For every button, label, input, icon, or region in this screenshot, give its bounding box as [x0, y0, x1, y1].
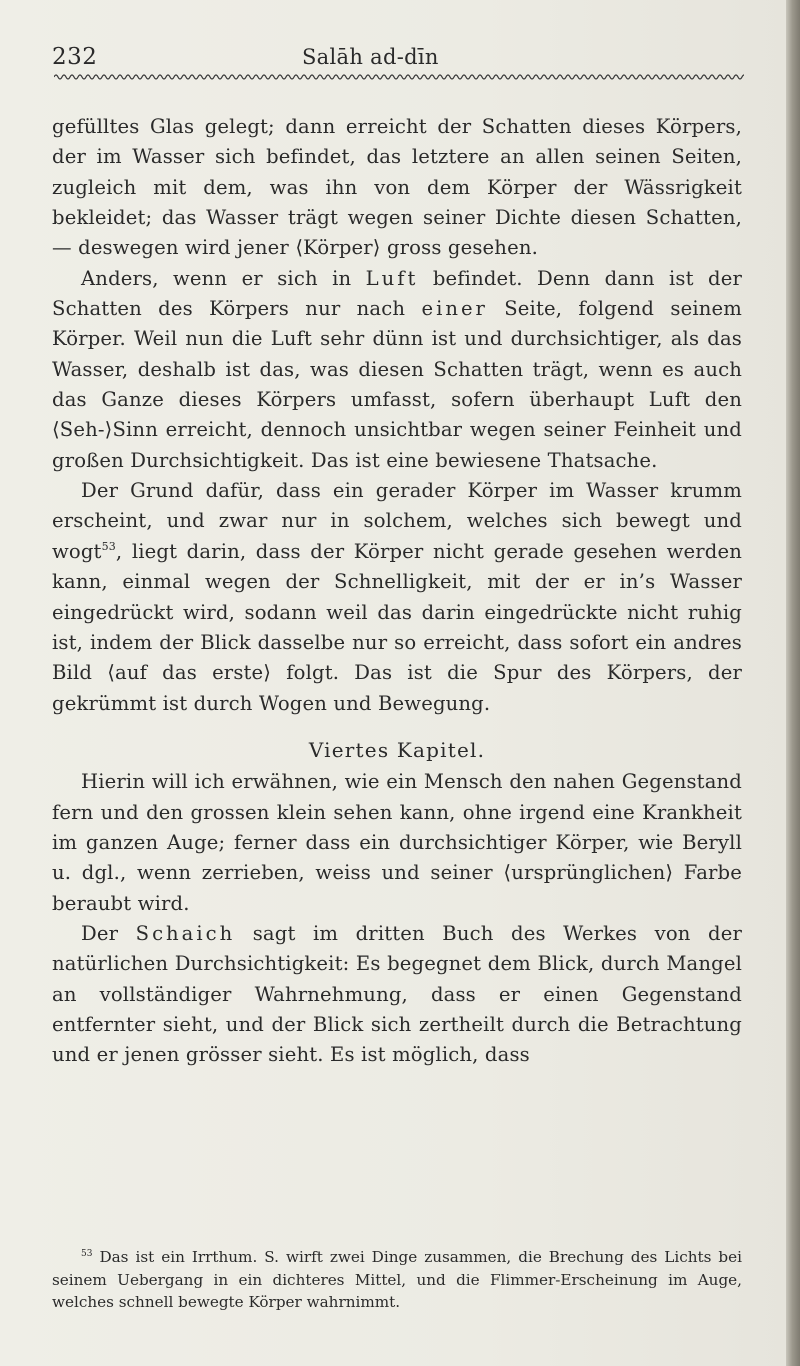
spaced-emphasis: einer [421, 297, 488, 321]
decorative-wavy-rule [54, 72, 744, 82]
footnote-marker[interactable]: 53 [101, 539, 116, 553]
page-edge-shadow [786, 0, 800, 1366]
paragraph: Anders, wenn er sich in Luft befindet. Denn dann ist der Schatten des Körpers nur nach einer Seite, folgend seinem Körper. Weil nun die Luft sehr dünn ist und durchsichtiger, als das Wasser, deshalb ist das, was diesen Schatten trägt, wenn es auch das Ganze dieses Körpers umfasst, sofern überhaupt Luft den ⟨Seh-⟩Sinn erreicht, dennoch unsichtbar wegen seiner Feinheit und großen Durchsichtigkeit. Das ist eine bewiesene Thatsache. [52, 266, 742, 472]
footnote-text: Das ist ein Irrthum. S. wirft zwei Dinge zusammen, die Brechung des Lichts bei seinem Uebergang in ein dichteres Mittel, und die Flimmer-Erscheinung im Auge, welches schnell bewegte Körper wahrnimmt. [52, 1248, 742, 1312]
spaced-emphasis: Schaich [135, 921, 236, 945]
spaced-emphasis: Luft [365, 266, 419, 290]
paragraph: Der Grund dafür, dass ein gerader Körper im Wasser krumm erscheint, und zwar nur in solchem, welches sich bewegt und wogt$^{53}$, liegt darin, dass der Körper nicht gerade gesehen werden kann, einmal wegen der Schnelligkeit, mit der er in’s Wasser eingedrückt wird, sodann weil das darin eingedrückte nicht ruhig ist, indem der Blick dasselbe nur so erreicht, dass sofort ein andres Bild ⟨auf das erste⟩ folgt. Das ist die Spur des Körpers, der gekrümmt ist durch Wogen und Bewegung. [52, 479, 742, 715]
paragraph: gefülltes Glas gelegt; dann erreicht der Schatten dieses Körpers, der im Wasser sich befindet, das letztere an allen seinen Seiten, zugleich mit dem, was ihn von dem Körper der Wässrigkeit bekleidet; das Wasser trägt wegen seiner Dichte diesen Schatten, — deswegen wird jener ⟨Körper⟩ gross gesehen. [52, 115, 742, 260]
running-head: Salāh ad-dīn [302, 45, 439, 69]
main-text [52, 112, 742, 1071]
chapter-heading: Viertes Kapitel. [308, 737, 486, 762]
page-number: 232 [52, 44, 98, 70]
footnote-number: 53 [81, 1249, 93, 1259]
page-header [44, 44, 750, 84]
paragraph: Hierin will ich erwähnen, wie ein Mensch den nahen Gegenstand fern und den grossen klein sehen kann, ohne irgend eine Krankheit im ganzen Auge; ferner dass ein durchsichtiger Körper, wie Beryll u. dgl., wenn zerrieben, weiss und seiner ⟨ursprünglichen⟩ Farbe beraubt wird. [52, 770, 742, 915]
footnote [52, 1246, 742, 1314]
paragraph: Der Schaich sagt im dritten Buch des Werkes von der natürlichen Durchsichtigkeit: Es begegnet dem Blick, durch Mangel an vollständiger Wahrnehmung, dass er einen Gegenstand entfernter sieht, und der Blick sich zertheilt durch die Betrachtung und er jenen grösser sieht. Es ist möglich, dass [52, 921, 743, 1067]
